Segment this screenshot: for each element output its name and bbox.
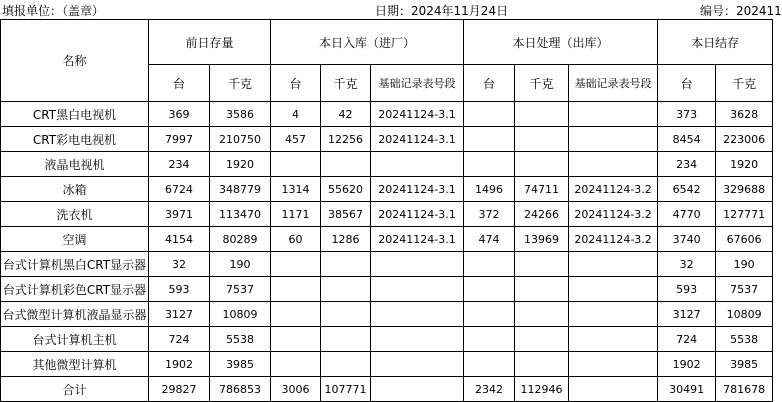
cell-end-kg: 223006 (716, 127, 773, 152)
cell-out-units: 2342 (464, 377, 515, 402)
cell-prev-kg: 3985 (210, 352, 271, 377)
cell-end-units: 593 (658, 277, 716, 302)
cell-in-kg (321, 277, 371, 302)
cell-out-kg (515, 327, 569, 352)
cell-out-record-range (569, 127, 658, 152)
cell-out-units (464, 327, 515, 352)
cell-in-record-range: 20241124-3.1 (371, 227, 464, 252)
cell-in-units (271, 277, 321, 302)
cell-out-record-range (569, 152, 658, 177)
cell-end-units: 234 (658, 152, 716, 177)
table-row (1, 102, 773, 127)
cell-row-name: CRT黑白电视机 (1, 102, 149, 127)
cell-row-name: 台式微型计算机液晶显示器 (1, 302, 149, 327)
cell-end-kg: 127771 (716, 202, 773, 227)
cell-prev-kg: 5538 (210, 327, 271, 352)
cell-out-kg (515, 127, 569, 152)
cell-in-record-range (371, 377, 464, 402)
cell-out-units (464, 302, 515, 327)
cell-out-kg (515, 252, 569, 277)
col-header-out-kg: 千克 (515, 65, 569, 102)
cell-prev-units: 234 (149, 152, 210, 177)
table-row (1, 202, 773, 227)
cell-out-kg (515, 277, 569, 302)
cell-in-units: 4 (271, 102, 321, 127)
col-header-prev-kg: 千克 (210, 65, 271, 102)
cell-out-units: 1496 (464, 177, 515, 202)
cell-in-kg: 38567 (321, 202, 371, 227)
cell-out-kg (515, 152, 569, 177)
table-row (1, 177, 773, 202)
cell-in-record-range: 20241124-3.1 (371, 177, 464, 202)
cell-prev-kg: 786853 (210, 377, 271, 402)
cell-in-record-range (371, 352, 464, 377)
cell-end-units: 6542 (658, 177, 716, 202)
cell-out-record-range (569, 352, 658, 377)
cell-end-kg: 329688 (716, 177, 773, 202)
cell-row-name: 合计 (1, 377, 149, 402)
cell-row-name: 其他微型计算机 (1, 352, 149, 377)
cell-in-record-range (371, 252, 464, 277)
cell-in-record-range (371, 302, 464, 327)
cell-end-kg: 1920 (716, 152, 773, 177)
cell-in-units: 457 (271, 127, 321, 152)
report-header (0, 0, 782, 19)
report-date: 日期：2024年11月24日 (375, 4, 509, 18)
cell-end-units: 724 (658, 327, 716, 352)
col-header-inbound: 本日入库（进厂） (271, 20, 464, 65)
cell-in-record-range (371, 152, 464, 177)
cell-prev-kg: 210750 (210, 127, 271, 152)
cell-end-units: 3740 (658, 227, 716, 252)
cell-in-kg (321, 327, 371, 352)
col-header-closing: 本日结存 (658, 20, 773, 65)
cell-prev-kg: 190 (210, 252, 271, 277)
col-header-in-kg: 千克 (321, 65, 371, 102)
cell-prev-units: 6724 (149, 177, 210, 202)
col-header-end-kg: 千克 (716, 65, 773, 102)
cell-prev-units: 4154 (149, 227, 210, 252)
cell-in-kg: 55620 (321, 177, 371, 202)
table-row (1, 352, 773, 377)
cell-prev-units: 593 (149, 277, 210, 302)
cell-out-kg (515, 352, 569, 377)
cell-end-units: 3127 (658, 302, 716, 327)
cell-out-record-range (569, 302, 658, 327)
cell-in-units (271, 327, 321, 352)
cell-prev-kg: 10809 (210, 302, 271, 327)
cell-in-kg (321, 302, 371, 327)
cell-row-name: 空调 (1, 227, 149, 252)
cell-out-record-range (569, 277, 658, 302)
cell-in-units (271, 352, 321, 377)
cell-in-units (271, 252, 321, 277)
cell-row-name: 洗衣机 (1, 202, 149, 227)
cell-end-kg: 3985 (716, 352, 773, 377)
table-row (1, 302, 773, 327)
cell-in-units: 60 (271, 227, 321, 252)
cell-out-record-range (569, 252, 658, 277)
cell-out-record-range (569, 327, 658, 352)
cell-prev-units: 724 (149, 327, 210, 352)
col-header-name: 名称 (1, 20, 149, 102)
cell-out-kg: 74711 (515, 177, 569, 202)
cell-row-name: 台式计算机主机 (1, 327, 149, 352)
cell-row-name: 液晶电视机 (1, 152, 149, 177)
cell-in-record-range: 20241124-3.1 (371, 202, 464, 227)
cell-end-units: 4770 (658, 202, 716, 227)
cell-prev-kg: 7537 (210, 277, 271, 302)
cell-end-kg: 781678 (716, 377, 773, 402)
cell-end-units: 373 (658, 102, 716, 127)
cell-out-units (464, 277, 515, 302)
cell-end-units: 32 (658, 252, 716, 277)
cell-in-kg (321, 352, 371, 377)
col-header-end-units: 台 (658, 65, 716, 102)
cell-in-kg: 42 (321, 102, 371, 127)
cell-in-kg: 107771 (321, 377, 371, 402)
table-row (1, 327, 773, 352)
cell-prev-kg: 1920 (210, 152, 271, 177)
cell-in-record-range (371, 327, 464, 352)
cell-end-units: 1902 (658, 352, 716, 377)
cell-prev-units: 32 (149, 252, 210, 277)
table-body (1, 102, 773, 402)
cell-out-kg: 24266 (515, 202, 569, 227)
cell-end-kg: 67606 (716, 227, 773, 252)
cell-out-kg (515, 102, 569, 127)
cell-end-kg: 3628 (716, 102, 773, 127)
cell-out-units: 474 (464, 227, 515, 252)
cell-end-units: 8454 (658, 127, 716, 152)
cell-in-units: 1314 (271, 177, 321, 202)
header-row-groups (1, 20, 773, 65)
table-row (1, 127, 773, 152)
cell-in-units (271, 302, 321, 327)
total-row (1, 377, 773, 402)
cell-out-units (464, 252, 515, 277)
cell-in-kg (321, 252, 371, 277)
col-header-in-units: 台 (271, 65, 321, 102)
table-row (1, 277, 773, 302)
cell-in-units: 1171 (271, 202, 321, 227)
cell-in-record-range: 20241124-3.1 (371, 102, 464, 127)
cell-out-record-range: 20241124-3.2 (569, 202, 658, 227)
cell-row-name: 台式计算机彩色CRT显示器 (1, 277, 149, 302)
cell-out-kg: 112946 (515, 377, 569, 402)
cell-end-kg: 10809 (716, 302, 773, 327)
cell-in-record-range: 20241124-3.1 (371, 127, 464, 152)
table-row (1, 252, 773, 277)
cell-out-units (464, 152, 515, 177)
col-header-out-record-range: 基础记录表号段 (569, 65, 658, 102)
col-header-prev-units: 台 (149, 65, 210, 102)
cell-prev-units: 29827 (149, 377, 210, 402)
cell-prev-kg: 348779 (210, 177, 271, 202)
cell-out-record-range: 20241124-3.2 (569, 227, 658, 252)
cell-out-units (464, 127, 515, 152)
cell-row-name: 台式计算机黑白CRT显示器 (1, 252, 149, 277)
cell-out-record-range (569, 102, 658, 127)
cell-prev-units: 7997 (149, 127, 210, 152)
cell-end-kg: 190 (716, 252, 773, 277)
cell-end-kg: 7537 (716, 277, 773, 302)
cell-prev-kg: 113470 (210, 202, 271, 227)
cell-prev-kg: 3586 (210, 102, 271, 127)
cell-out-kg (515, 302, 569, 327)
cell-out-units (464, 102, 515, 127)
cell-out-units: 372 (464, 202, 515, 227)
cell-row-name: CRT彩电电视机 (1, 127, 149, 152)
col-header-processed: 本日处理（出库） (464, 20, 658, 65)
col-header-out-units: 台 (464, 65, 515, 102)
cell-in-units: 3006 (271, 377, 321, 402)
cell-prev-units: 3127 (149, 302, 210, 327)
col-header-in-record-range: 基础记录表号段 (371, 65, 464, 102)
table-row (1, 227, 773, 252)
cell-in-kg: 12256 (321, 127, 371, 152)
cell-end-units: 30491 (658, 377, 716, 402)
cell-out-units (464, 352, 515, 377)
cell-out-kg: 13969 (515, 227, 569, 252)
reporting-unit-label: 填报单位：（盖章） (2, 4, 105, 18)
report-number: 编号：202411 (700, 4, 782, 18)
col-header-prev-stock: 前日存量 (149, 20, 271, 65)
cell-out-record-range: 20241124-3.2 (569, 177, 658, 202)
cell-in-kg (321, 152, 371, 177)
table-row (1, 152, 773, 177)
cell-end-kg: 5538 (716, 327, 773, 352)
cell-prev-units: 369 (149, 102, 210, 127)
cell-row-name: 冰箱 (1, 177, 149, 202)
cell-in-units (271, 152, 321, 177)
cell-prev-units: 3971 (149, 202, 210, 227)
cell-prev-units: 1902 (149, 352, 210, 377)
inventory-table (0, 19, 773, 402)
cell-prev-kg: 80289 (210, 227, 271, 252)
cell-in-record-range (371, 277, 464, 302)
cell-out-record-range (569, 377, 658, 402)
cell-in-kg: 1286 (321, 227, 371, 252)
